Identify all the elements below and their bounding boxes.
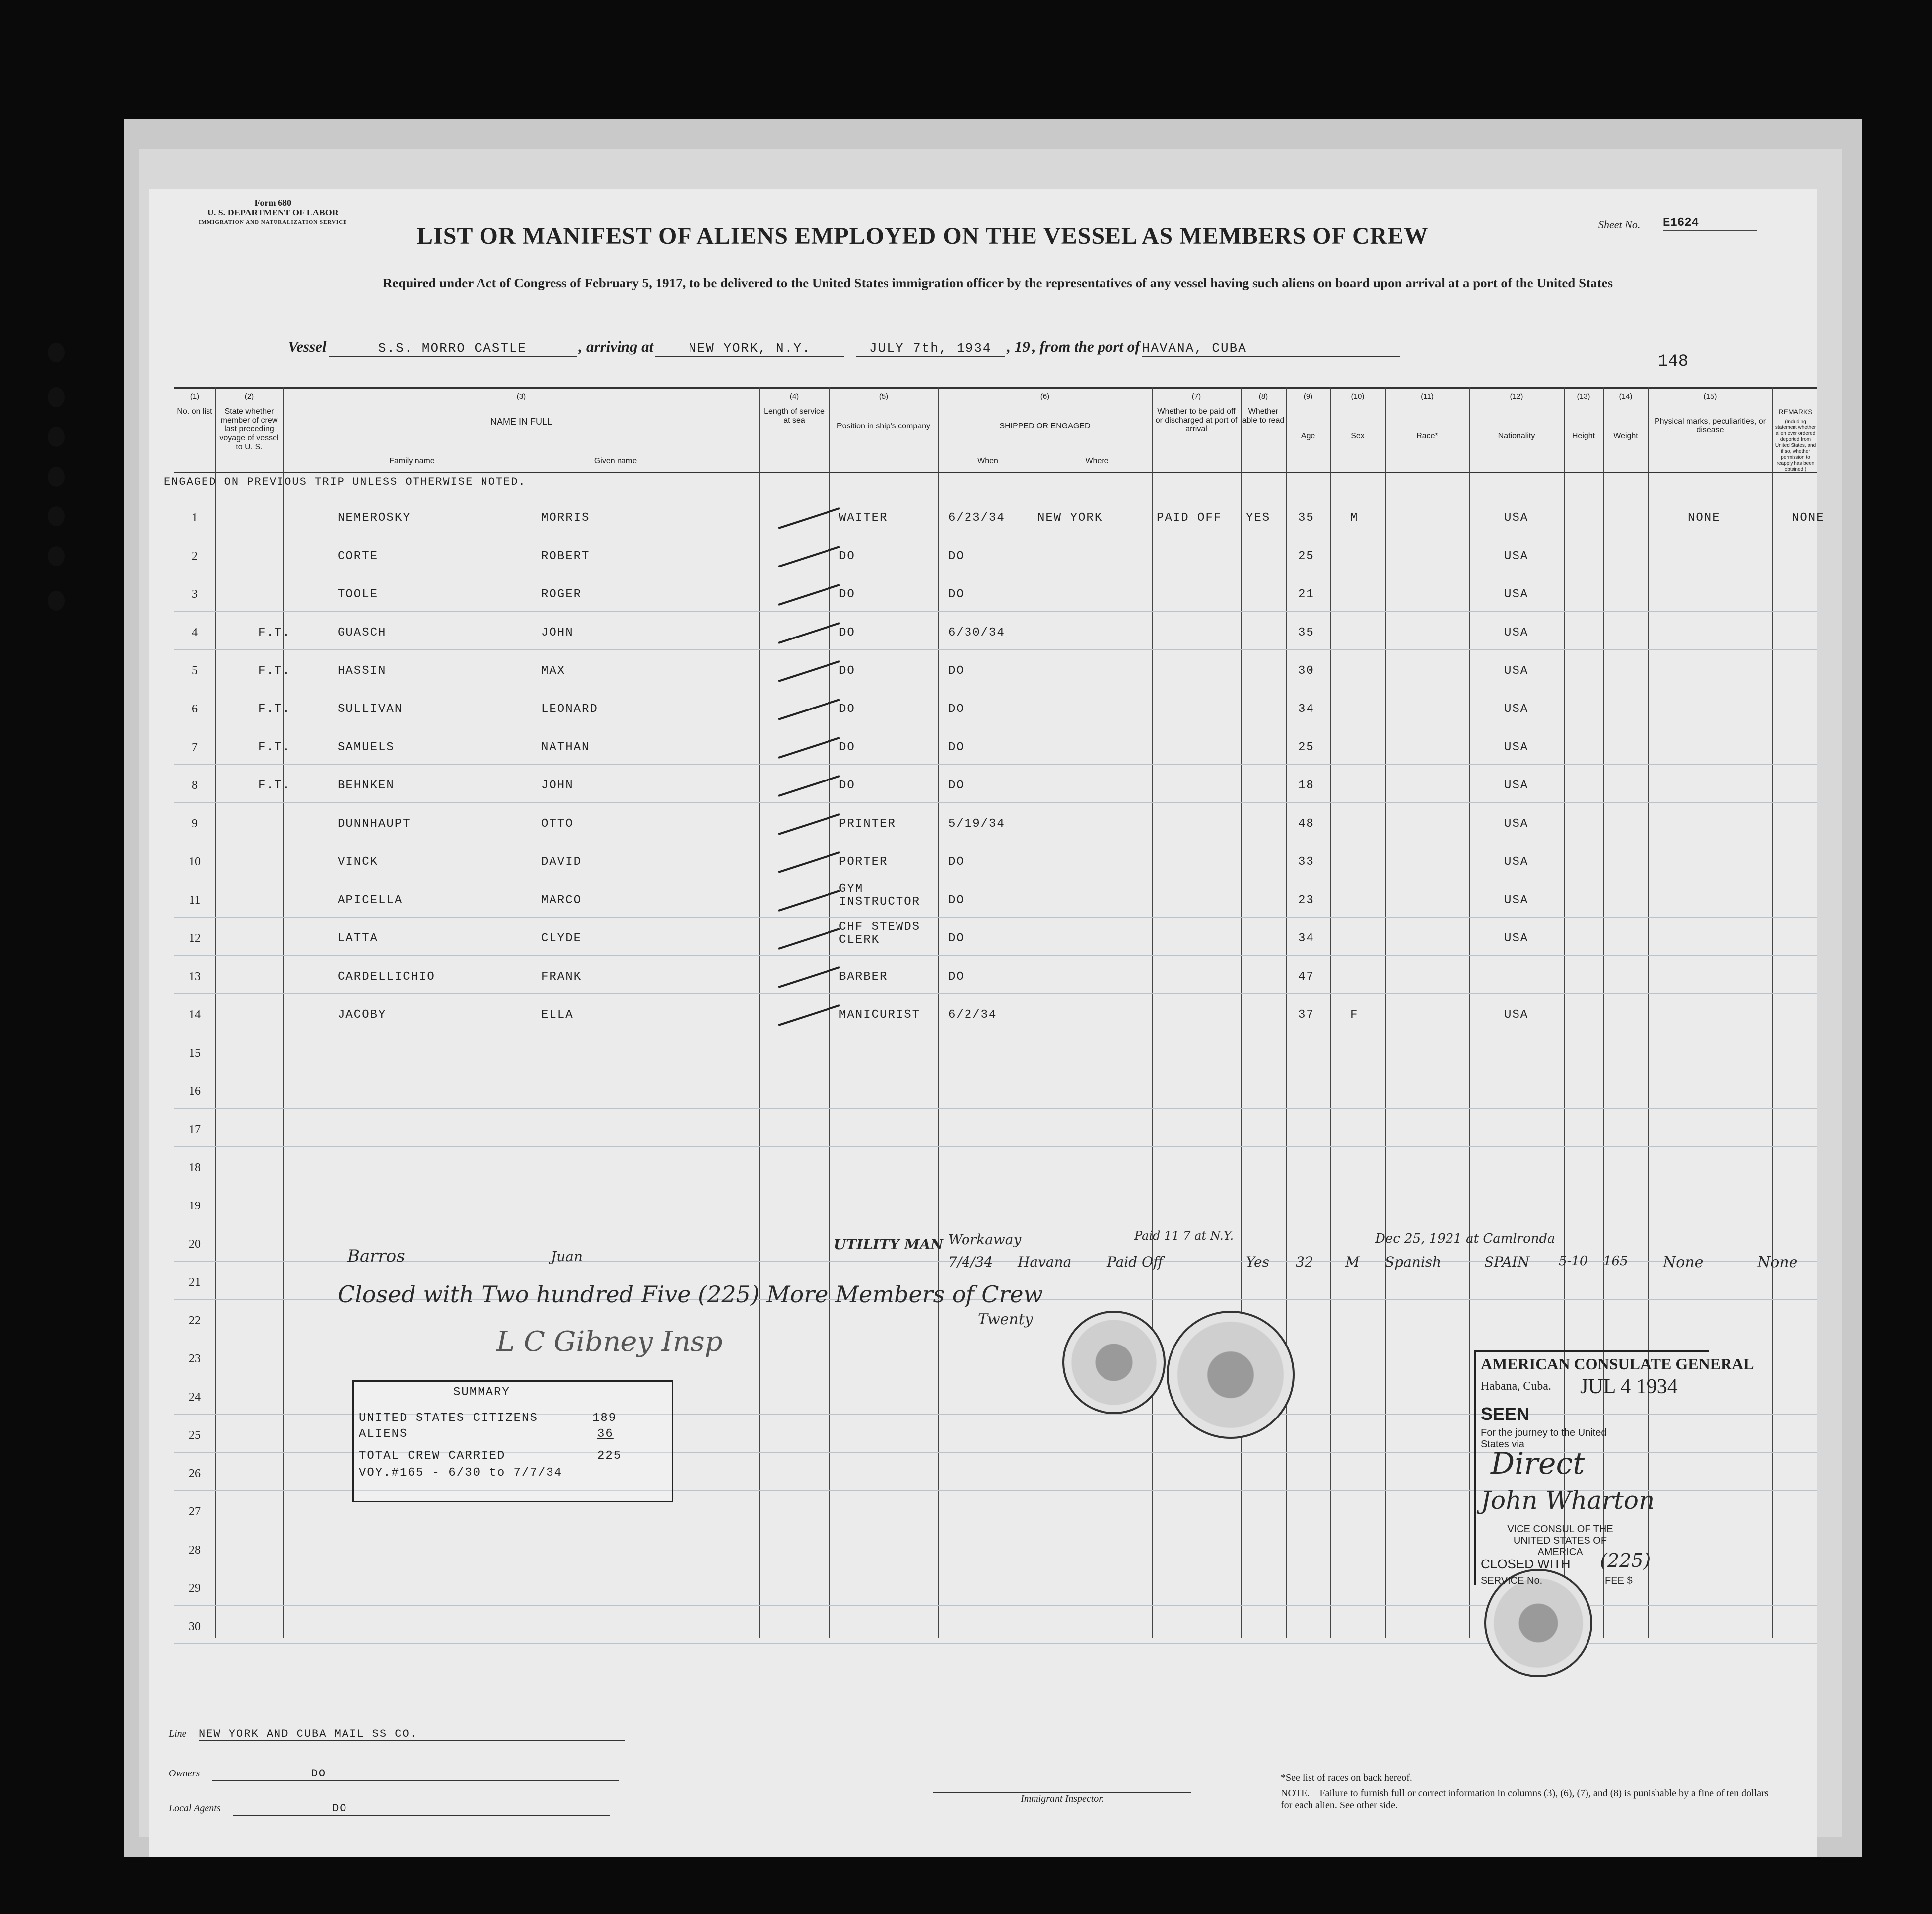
cell-sex: F (1350, 1008, 1359, 1022)
cell-family: SULLIVAN (338, 703, 403, 716)
vessel-line (288, 338, 1400, 357)
row-rule (174, 802, 1817, 803)
cell-family: CARDELLICHIO (338, 970, 435, 984)
cell-nationality: USA (1504, 817, 1529, 831)
row-number: 7 (192, 741, 198, 754)
column-number: (9) (1303, 392, 1313, 401)
footer-agents-label: Local Agents (169, 1803, 221, 1814)
cell-age: 25 (1298, 550, 1314, 563)
row15-remarks: None (1757, 1254, 1798, 1271)
column-header-paid-off: Whether to be paid off or discharged at port of arrival (1155, 407, 1238, 433)
column-divider (938, 387, 939, 1638)
form-number: Form 680 (254, 198, 291, 208)
cell-state: F.T. (258, 703, 291, 716)
row-number: 25 (189, 1429, 201, 1442)
manifest-page (149, 189, 1825, 1857)
column-header-state: State whether member of crew last preceding voyage of vessel to U. S. (219, 407, 279, 451)
column-number: (2) (244, 392, 254, 401)
cell-when: DO (948, 779, 965, 792)
cell-when: DO (948, 588, 965, 601)
cell-when: 5/19/34 (948, 817, 1005, 831)
cell-nationality: USA (1504, 588, 1529, 601)
stamp-vice-consul: VICE CONSUL OF THE UNITED STATES OF AMERICA (1507, 1524, 1613, 1558)
cell-state: F.T. (258, 664, 291, 678)
form-service: IMMIGRATION AND NATURALIZATION SERVICE (199, 219, 347, 225)
cell-position: CHF STEWDS CLERK (839, 921, 921, 947)
column-divider (1152, 387, 1153, 1638)
cell-state: F.T. (258, 626, 291, 639)
engaged-note: ENGAGED ON PREVIOUS TRIP UNLESS OTHERWISE NOTED. (164, 476, 526, 488)
column-header-read: Whether able to read (1242, 407, 1285, 425)
column-header-race: Race* (1416, 432, 1438, 440)
service-length-mark (778, 507, 840, 529)
column-divider (1469, 387, 1470, 1638)
row-number: 6 (192, 703, 198, 715)
cell-family: SAMUELS (338, 741, 395, 754)
cell-when: DO (948, 664, 965, 678)
column-divider (1772, 387, 1773, 1638)
binder-hole (48, 506, 65, 526)
cell-when: 6/23/34 (948, 511, 1005, 525)
cell-given: DAVID (541, 855, 582, 869)
stamp-signature: John Wharton (1481, 1486, 1655, 1515)
row-number: 29 (189, 1582, 201, 1595)
cell-state: F.T. (258, 779, 291, 792)
row15-paid-note: Paid 11 7 at N.Y. (1134, 1229, 1234, 1243)
cell-position: DO (839, 664, 855, 678)
column-header-remarks: REMARKS (1778, 408, 1813, 416)
row-number: 2 (192, 550, 198, 563)
cell-nationality: USA (1504, 626, 1529, 639)
row-rule (174, 1146, 1817, 1147)
remarks-note: (Including statement whether alien ever ordered deported from United States, and if so, whether permission to reapply has been obtained.) (1775, 419, 1816, 472)
row-number: 10 (189, 855, 201, 868)
cell-when: 6/2/34 (948, 1008, 997, 1022)
service-length-mark (778, 622, 840, 644)
arriving-port: NEW YORK, N.Y. (655, 341, 844, 357)
stamp-place: Habana, Cuba. (1481, 1380, 1551, 1393)
binder-hole (48, 427, 65, 447)
consulate-seal (1167, 1311, 1295, 1439)
row15-position: UTILITY MAN (834, 1236, 944, 1253)
footer-owners-label: Owners (169, 1768, 200, 1779)
column-number: (11) (1421, 392, 1434, 401)
footer-note-races: *See list of races on back hereof. (1281, 1772, 1412, 1783)
cell-family: APICELLA (338, 894, 403, 907)
row15-race: Spanish (1385, 1254, 1442, 1270)
cell-position: DO (839, 626, 855, 639)
column-header-name: NAME IN FULL (490, 417, 552, 426)
cell-nationality: USA (1504, 703, 1529, 716)
row15-height: 5-10 (1559, 1254, 1588, 1269)
cell-age: 35 (1298, 626, 1314, 639)
service-length-mark (778, 1004, 840, 1026)
column-number: (10) (1351, 392, 1365, 401)
cell-nationality: USA (1504, 894, 1529, 907)
cell-where: NEW YORK (1037, 511, 1103, 525)
row-rule (174, 649, 1817, 650)
row15-marks: None (1663, 1254, 1704, 1271)
row-number: 1 (192, 511, 198, 524)
row-number: 22 (189, 1314, 201, 1327)
page-number: 148 (1658, 353, 1689, 371)
row-number: 13 (189, 970, 201, 983)
cell-when: DO (948, 970, 965, 984)
column-header-height: Height (1572, 432, 1595, 440)
page-title: LIST OR MANIFEST OF ALIENS EMPLOYED ON THE VESSEL AS MEMBERS OF CREW (417, 223, 1429, 249)
binder-hole (48, 467, 65, 487)
stamp-service-no: SERVICE No. (1481, 1575, 1543, 1586)
cell-family: BEHNKEN (338, 779, 395, 792)
row-number: 8 (192, 779, 198, 792)
row15-birth: Dec 25, 1921 at Camlronda (1375, 1231, 1555, 1246)
summary-us-label: UNITED STATES CITIZENS (359, 1412, 538, 1425)
cell-age: 37 (1298, 1008, 1314, 1022)
footer-line-value: NEW YORK AND CUBA MAIL SS CO. (199, 1728, 625, 1741)
service-length-mark (778, 813, 840, 835)
cell-given: ROBERT (541, 550, 590, 563)
consulate-stamp (1474, 1350, 1754, 1586)
row-number: 4 (192, 626, 198, 639)
row-rule (174, 1108, 1817, 1109)
cell-nationality: USA (1504, 664, 1529, 678)
stamp-closed-value: (225) (1600, 1550, 1651, 1571)
cell-family: JACOBY (338, 1008, 387, 1022)
row15-when: 7/4/34 (948, 1254, 993, 1270)
row-rule (174, 917, 1817, 918)
column-divider (1330, 387, 1331, 1638)
form-department: U. S. DEPARTMENT OF LABOR (207, 208, 339, 217)
column-number: (12) (1510, 392, 1523, 401)
cell-position: DO (839, 588, 855, 601)
service-length-mark (778, 775, 840, 797)
column-number: (5) (879, 392, 889, 401)
cell-age: 23 (1298, 894, 1314, 907)
cell-when: DO (948, 932, 965, 945)
service-length-mark (778, 890, 840, 912)
row-number: 11 (189, 894, 201, 907)
stamp-journey: For the journey to the United States via (1481, 1427, 1607, 1450)
cell-when: DO (948, 894, 965, 907)
cell-position: PORTER (839, 855, 888, 869)
cell-sex: M (1350, 511, 1359, 525)
binder-hole (48, 591, 65, 611)
stamp-seen: SEEN (1481, 1404, 1530, 1424)
footer-line-label: Line (169, 1728, 187, 1739)
cell-position: DO (839, 550, 855, 563)
footer-note-penalty: NOTE.—Failure to furnish full or correct information in columns (3), (6), (7), and (8) is punishable by a fine of ten dollars for each alien. See other side. (1281, 1788, 1769, 1811)
subheader-family-name: Family name (389, 457, 435, 465)
row15-nationality: SPAIN (1484, 1254, 1530, 1270)
column-header-service: Length of service at sea (764, 407, 825, 425)
column-header-shipped: SHIPPED OR ENGAGED (999, 422, 1091, 430)
service-length-mark (778, 737, 840, 759)
cell-age: 48 (1298, 817, 1314, 831)
cell-family: LATTA (338, 932, 379, 945)
column-number: (14) (1619, 392, 1633, 401)
cell-age: 21 (1298, 588, 1314, 601)
cell-given: LEONARD (541, 703, 598, 716)
row-number: 5 (192, 664, 198, 677)
cell-position: DO (839, 703, 855, 716)
column-number: (15) (1703, 392, 1717, 401)
column-header-age: Age (1301, 432, 1315, 440)
cell-marks: NONE (1688, 511, 1721, 525)
row-number: 17 (189, 1123, 201, 1136)
stamp-fee: FEE $ (1605, 1575, 1633, 1586)
cell-nationality: USA (1504, 779, 1529, 792)
column-header-nationality: Nationality (1498, 432, 1535, 440)
cell-paid: PAID OFF (1157, 511, 1222, 525)
footer-line-row (169, 1728, 625, 1741)
stamp-via: Direct (1491, 1446, 1585, 1481)
cell-remarks: NONE (1792, 511, 1825, 525)
cell-given: CLYDE (541, 932, 582, 945)
cell-age: 35 (1298, 511, 1314, 525)
column-divider (1286, 387, 1287, 1638)
cell-given: MARCO (541, 894, 582, 907)
row-number: 30 (189, 1620, 201, 1633)
row-number: 14 (189, 1008, 201, 1021)
cell-nationality: USA (1504, 932, 1529, 945)
row-rule (174, 611, 1817, 612)
cell-read: YES (1246, 511, 1271, 525)
cell-family: TOOLE (338, 588, 379, 601)
cell-state: F.T. (258, 741, 291, 754)
footer-owners-value: DO (212, 1768, 619, 1781)
cell-given: FRANK (541, 970, 582, 984)
row-number: 15 (189, 1047, 201, 1060)
header-rule (174, 472, 1817, 473)
cell-position: BARBER (839, 970, 888, 984)
row15-workaway: Workaway (948, 1231, 1022, 1248)
cell-given: JOHN (541, 626, 574, 639)
cell-when: DO (948, 741, 965, 754)
column-number: (7) (1191, 392, 1201, 401)
cell-nationality: USA (1504, 855, 1529, 869)
cell-given: MORRIS (541, 511, 590, 525)
cell-family: NEMEROSKY (338, 511, 411, 525)
row-rule (174, 955, 1817, 956)
cell-given: ELLA (541, 1008, 574, 1022)
cell-family: VINCK (338, 855, 379, 869)
inspector-label: Immigrant Inspector. (1021, 1793, 1104, 1804)
stamp-date: JUL 4 1934 (1580, 1375, 1678, 1398)
table-top-rule (174, 387, 1817, 389)
cell-family: GUASCH (338, 626, 387, 639)
page-subtitle: Required under Act of Congress of February 5, 1917, to be delivered to the United States immigration officer by the representatives of any vessel having such aliens on board upon arrival at a port of the United States (382, 276, 1613, 290)
row-number: 20 (189, 1238, 201, 1251)
row-number: 9 (192, 817, 198, 830)
row-number: 21 (189, 1276, 201, 1289)
consulate-seal (1062, 1311, 1166, 1414)
sheet-label: Sheet No. (1598, 218, 1641, 231)
row15-age: 32 (1296, 1254, 1313, 1270)
cell-when: DO (948, 703, 965, 716)
cell-position: MANICURIST (839, 1008, 921, 1022)
cell-position: WAITER (839, 511, 888, 525)
cell-nationality: USA (1504, 550, 1529, 563)
column-divider (829, 387, 830, 1638)
column-number: (4) (789, 392, 799, 401)
arrival-date: JULY 7th, 1934 (856, 341, 1005, 357)
subheader-when: When (977, 457, 998, 465)
row15-sex: M (1345, 1254, 1360, 1270)
cell-position: PRINTER (839, 817, 896, 831)
row-number: 3 (192, 588, 198, 601)
cell-nationality: USA (1504, 511, 1529, 525)
from-label: , from the port of (1032, 338, 1140, 355)
summary-title: SUMMARY (453, 1386, 510, 1399)
summary-box (352, 1380, 673, 1502)
column-divider (215, 387, 216, 1638)
column-header-sex: Sex (1351, 432, 1365, 440)
cell-nationality: USA (1504, 1008, 1529, 1022)
row-rule (174, 764, 1817, 765)
row-number: 28 (189, 1544, 201, 1557)
cell-position: GYM INSTRUCTOR (839, 882, 921, 909)
column-divider (1241, 387, 1242, 1638)
cell-given: JOHN (541, 779, 574, 792)
cell-age: 25 (1298, 741, 1314, 754)
cell-family: HASSIN (338, 664, 387, 678)
from-port: HAVANA, CUBA (1142, 341, 1400, 357)
column-header-weight: Weight (1613, 432, 1638, 440)
binder-hole (48, 343, 65, 362)
column-header-position: Position in ship's company (836, 422, 931, 430)
row-rule (174, 993, 1817, 994)
row15-given: Juan (551, 1248, 583, 1265)
row-number: 16 (189, 1085, 201, 1098)
subheader-given-name: Given name (594, 457, 637, 465)
cell-given: OTTO (541, 817, 574, 831)
footer-owners-row (169, 1768, 619, 1781)
cell-age: 34 (1298, 932, 1314, 945)
vessel-label: Vessel (288, 338, 327, 355)
cell-given: MAX (541, 664, 566, 678)
cell-age: 34 (1298, 703, 1314, 716)
sheet-number: E1624 (1663, 216, 1757, 231)
row15-read: Yes (1246, 1254, 1269, 1270)
service-length-mark (778, 660, 840, 682)
column-header-no: No. on list (177, 407, 212, 416)
column-number: (13) (1577, 392, 1590, 401)
closed-insert: Twenty (978, 1311, 1033, 1328)
row-number: 19 (189, 1200, 201, 1212)
cell-when: DO (948, 550, 965, 563)
row15-paid: Paid Off (1107, 1254, 1163, 1270)
inspector-signature: L C Gibney Insp (496, 1326, 723, 1358)
subheader-where: Where (1085, 457, 1109, 465)
form-identifier (199, 198, 347, 227)
footer-agents-value: DO (233, 1802, 610, 1816)
row-number: 26 (189, 1467, 201, 1480)
binder-hole (48, 546, 65, 566)
cell-family: DUNNHAUPT (338, 817, 411, 831)
cell-given: ROGER (541, 588, 582, 601)
column-number: (3) (516, 392, 526, 401)
cell-when: DO (948, 855, 965, 869)
service-length-mark (778, 546, 840, 567)
column-number: (6) (1040, 392, 1050, 401)
summary-total-label: TOTAL CREW CARRIED (359, 1449, 506, 1463)
summary-total-value: 225 (597, 1449, 622, 1463)
column-divider (759, 387, 760, 1638)
binder-hole (48, 387, 65, 407)
row15-weight: 165 (1603, 1254, 1628, 1269)
arriving-label: , arriving at (578, 338, 654, 355)
row-number: 18 (189, 1161, 201, 1174)
cell-when: 6/30/34 (948, 626, 1005, 639)
cell-age: 30 (1298, 664, 1314, 678)
column-header-marks: Physical marks, peculiarities, or disease (1654, 417, 1766, 434)
row15-where: Havana (1018, 1254, 1072, 1270)
service-length-mark (778, 966, 840, 988)
closed-with-line: Closed with Two hundred Five (225) More Members of Crew (338, 1281, 1043, 1308)
row-number: 23 (189, 1352, 201, 1365)
summary-voyage: VOY.#165 - 6/30 to 7/7/34 (359, 1466, 563, 1480)
summary-aliens-label: ALIENS (359, 1427, 408, 1441)
column-number: (8) (1258, 392, 1268, 401)
column-number: (1) (190, 392, 200, 401)
cell-family: CORTE (338, 550, 379, 563)
service-length-mark (778, 928, 840, 950)
service-length-mark (778, 699, 840, 720)
column-divider (1385, 387, 1386, 1638)
cell-nationality: USA (1504, 741, 1529, 754)
stamp-title: AMERICAN CONSULATE GENERAL (1481, 1355, 1754, 1373)
cell-age: 18 (1298, 779, 1314, 792)
summary-aliens-value: 36 (597, 1427, 614, 1441)
year-label: , 19 (1007, 338, 1030, 355)
cell-given: NATHAN (541, 741, 590, 754)
column-divider (283, 387, 284, 1638)
row-number: 12 (189, 932, 201, 945)
inspector-line (933, 1792, 1191, 1805)
service-length-mark (778, 584, 840, 606)
cell-age: 33 (1298, 855, 1314, 869)
vessel-name: S.S. MORRO CASTLE (329, 341, 577, 357)
summary-us-value: 189 (592, 1412, 617, 1425)
service-length-mark (778, 851, 840, 873)
cell-position: DO (839, 779, 855, 792)
footer-agents-row (169, 1802, 610, 1816)
row15-family: Barros (347, 1246, 405, 1266)
row-number: 24 (189, 1391, 201, 1404)
cell-age: 47 (1298, 970, 1314, 984)
cell-position: DO (839, 741, 855, 754)
stamp-closed-label: CLOSED WITH (1481, 1557, 1571, 1571)
crew-table (164, 387, 1825, 1638)
row-number: 27 (189, 1505, 201, 1518)
